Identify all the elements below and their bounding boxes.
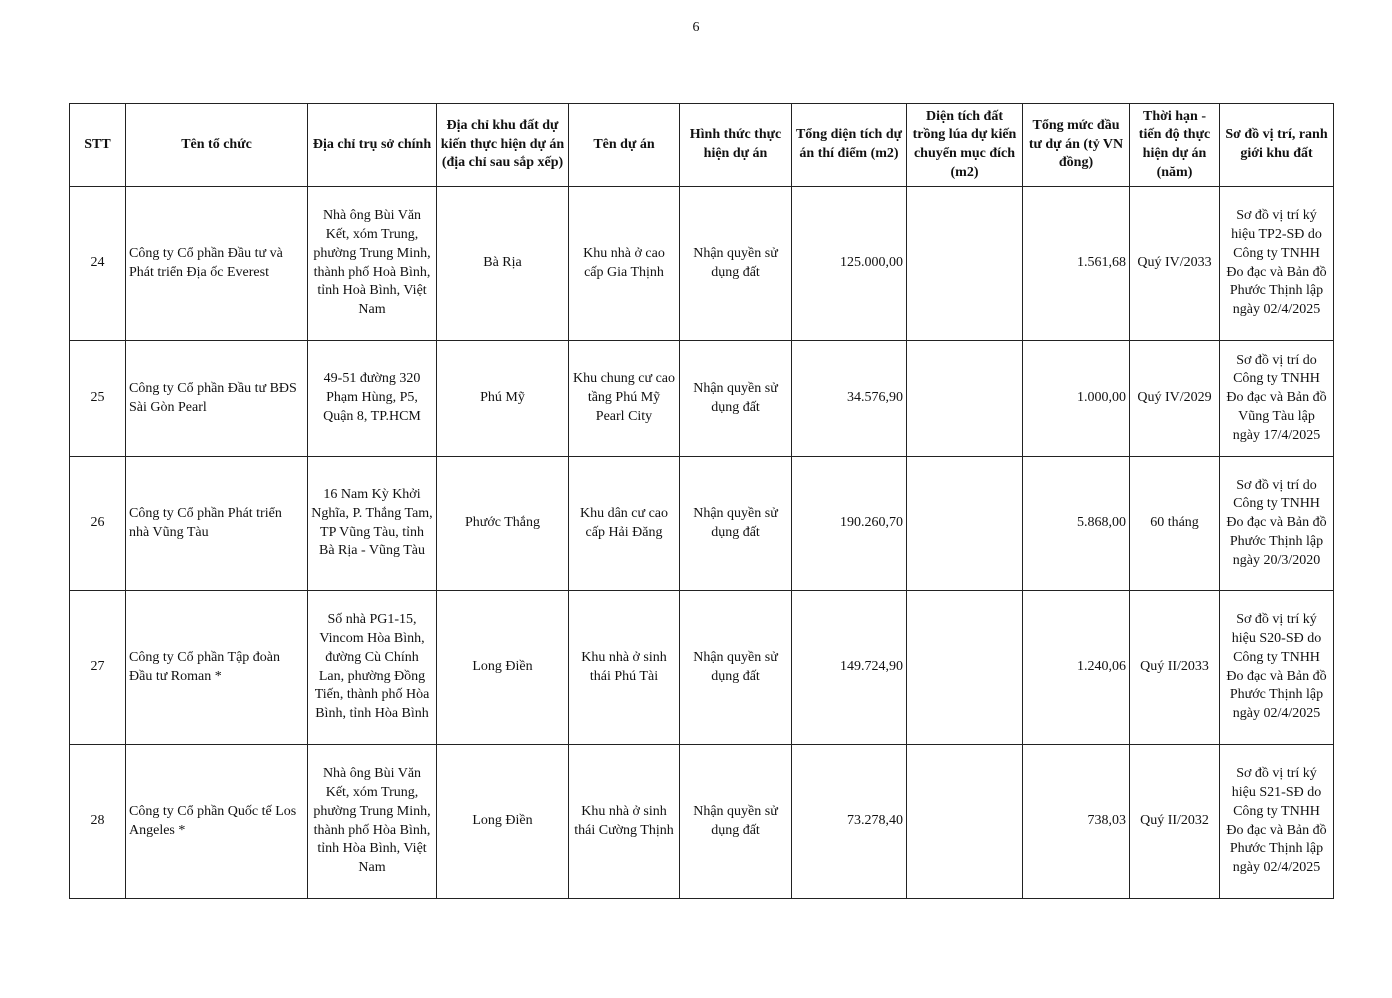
header-stt: STT bbox=[70, 104, 126, 187]
cell-org: Công ty Cổ phần Đầu tư BĐS Sài Gòn Pearl bbox=[126, 341, 308, 457]
cell-form: Nhận quyền sử dụng đất bbox=[680, 341, 792, 457]
cell-area: 125.000,00 bbox=[792, 187, 907, 341]
header-hq: Địa chỉ trụ sở chính bbox=[308, 104, 437, 187]
cell-area: 34.576,90 bbox=[792, 341, 907, 457]
cell-hq: Nhà ông Bùi Văn Kết, xóm Trung, phường Trung Minh, thành phố Hòa Bình, tỉnh Hòa Bình, Việt Nam bbox=[308, 745, 437, 899]
cell-area: 190.260,70 bbox=[792, 457, 907, 591]
cell-area: 73.278,40 bbox=[792, 745, 907, 899]
cell-rice-area bbox=[907, 341, 1023, 457]
cell-investment: 5.868,00 bbox=[1023, 457, 1130, 591]
page-number: 6 bbox=[692, 20, 700, 35]
cell-project: Khu chung cư cao tầng Phú Mỹ Pearl City bbox=[569, 341, 680, 457]
header-rice-area: Diện tích đất trồng lúa dự kiến chuyển mục đích (m2) bbox=[907, 104, 1023, 187]
cell-hq: Nhà ông Bùi Văn Kết, xóm Trung, phường Trung Minh, thành phố Hoà Bình, tỉnh Hoà Bình, Việt Nam bbox=[308, 187, 437, 341]
cell-org: Công ty Cổ phần Đầu tư và Phát triển Địa ốc Everest bbox=[126, 187, 308, 341]
cell-stt: 27 bbox=[70, 591, 126, 745]
cell-map: Sơ đồ vị trí ký hiệu S21-SĐ do Công ty TNHH Đo đạc và Bản đồ Phước Thịnh lập ngày 02/4/2025 bbox=[1220, 745, 1334, 899]
cell-investment: 1.240,06 bbox=[1023, 591, 1130, 745]
cell-site: Phước Thắng bbox=[437, 457, 569, 591]
cell-form: Nhận quyền sử dụng đất bbox=[680, 591, 792, 745]
cell-form: Nhận quyền sử dụng đất bbox=[680, 457, 792, 591]
cell-rice-area bbox=[907, 187, 1023, 341]
header-org: Tên tổ chức bbox=[126, 104, 308, 187]
cell-stt: 26 bbox=[70, 457, 126, 591]
cell-investment: 1.000,00 bbox=[1023, 341, 1130, 457]
cell-area: 149.724,90 bbox=[792, 591, 907, 745]
header-project: Tên dự án bbox=[569, 104, 680, 187]
cell-map: Sơ đồ vị trí do Công ty TNHH Đo đạc và Bản đồ Vũng Tàu lập ngày 17/4/2025 bbox=[1220, 341, 1334, 457]
cell-map: Sơ đồ vị trí ký hiệu S20-SĐ do Công ty TNHH Đo đạc và Bản đồ Phước Thịnh lập ngày 02/4/2025 bbox=[1220, 591, 1334, 745]
cell-investment: 1.561,68 bbox=[1023, 187, 1130, 341]
table-row bbox=[70, 341, 1334, 457]
cell-org: Công ty Cổ phần Phát triển nhà Vũng Tàu bbox=[126, 457, 308, 591]
cell-map: Sơ đồ vị trí do Công ty TNHH Đo đạc và Bản đồ Phước Thịnh lập ngày 20/3/2020 bbox=[1220, 457, 1334, 591]
header-investment: Tổng mức đầu tư dự án (tỷ VN đồng) bbox=[1023, 104, 1130, 187]
cell-form: Nhận quyền sử dụng đất bbox=[680, 187, 792, 341]
cell-org: Công ty Cổ phần Quốc tế Los Angeles * bbox=[126, 745, 308, 899]
table-header-row bbox=[70, 104, 1334, 187]
table-row bbox=[70, 745, 1334, 899]
header-form: Hình thức thực hiện dự án bbox=[680, 104, 792, 187]
cell-timeline: Quý IV/2029 bbox=[1130, 341, 1220, 457]
project-table bbox=[69, 103, 1334, 899]
cell-rice-area bbox=[907, 745, 1023, 899]
cell-site: Long Điền bbox=[437, 591, 569, 745]
cell-site: Long Điền bbox=[437, 745, 569, 899]
cell-stt: 24 bbox=[70, 187, 126, 341]
cell-stt: 25 bbox=[70, 341, 126, 457]
cell-project: Khu nhà ở cao cấp Gia Thịnh bbox=[569, 187, 680, 341]
cell-project: Khu nhà ở sinh thái Cường Thịnh bbox=[569, 745, 680, 899]
cell-timeline: Quý II/2033 bbox=[1130, 591, 1220, 745]
table-row bbox=[70, 591, 1334, 745]
header-map: Sơ đồ vị trí, ranh giới khu đất bbox=[1220, 104, 1334, 187]
header-timeline: Thời hạn - tiến độ thực hiện dự án (năm) bbox=[1130, 104, 1220, 187]
header-site: Địa chỉ khu đất dự kiến thực hiện dự án (địa chỉ sau sắp xếp) bbox=[437, 104, 569, 187]
cell-org: Công ty Cổ phần Tập đoàn Đầu tư Roman * bbox=[126, 591, 308, 745]
cell-project: Khu dân cư cao cấp Hải Đăng bbox=[569, 457, 680, 591]
table-row bbox=[70, 457, 1334, 591]
cell-rice-area bbox=[907, 457, 1023, 591]
cell-hq: 16 Nam Kỳ Khởi Nghĩa, P. Thắng Tam, TP Vũng Tàu, tỉnh Bà Rịa - Vũng Tàu bbox=[308, 457, 437, 591]
cell-hq: Số nhà PG1-15, Vincom Hòa Bình, đường Cù Chính Lan, phường Đồng Tiến, thành phố Hòa Bình, tỉnh Hòa Bình bbox=[308, 591, 437, 745]
cell-timeline: 60 tháng bbox=[1130, 457, 1220, 591]
cell-site: Bà Rịa bbox=[437, 187, 569, 341]
header-area: Tổng diện tích dự án thí điểm (m2) bbox=[792, 104, 907, 187]
cell-rice-area bbox=[907, 591, 1023, 745]
cell-timeline: Quý IV/2033 bbox=[1130, 187, 1220, 341]
cell-project: Khu nhà ở sinh thái Phú Tài bbox=[569, 591, 680, 745]
cell-map: Sơ đồ vị trí ký hiệu TP2-SĐ do Công ty TNHH Đo đạc và Bản đồ Phước Thịnh lập ngày 02/4/2025 bbox=[1220, 187, 1334, 341]
cell-site: Phú Mỹ bbox=[437, 341, 569, 457]
cell-form: Nhận quyền sử dụng đất bbox=[680, 745, 792, 899]
cell-hq: 49-51 đường 320 Phạm Hùng, P5, Quận 8, TP.HCM bbox=[308, 341, 437, 457]
cell-investment: 738,03 bbox=[1023, 745, 1130, 899]
table-row bbox=[70, 187, 1334, 341]
cell-stt: 28 bbox=[70, 745, 126, 899]
cell-timeline: Quý II/2032 bbox=[1130, 745, 1220, 899]
